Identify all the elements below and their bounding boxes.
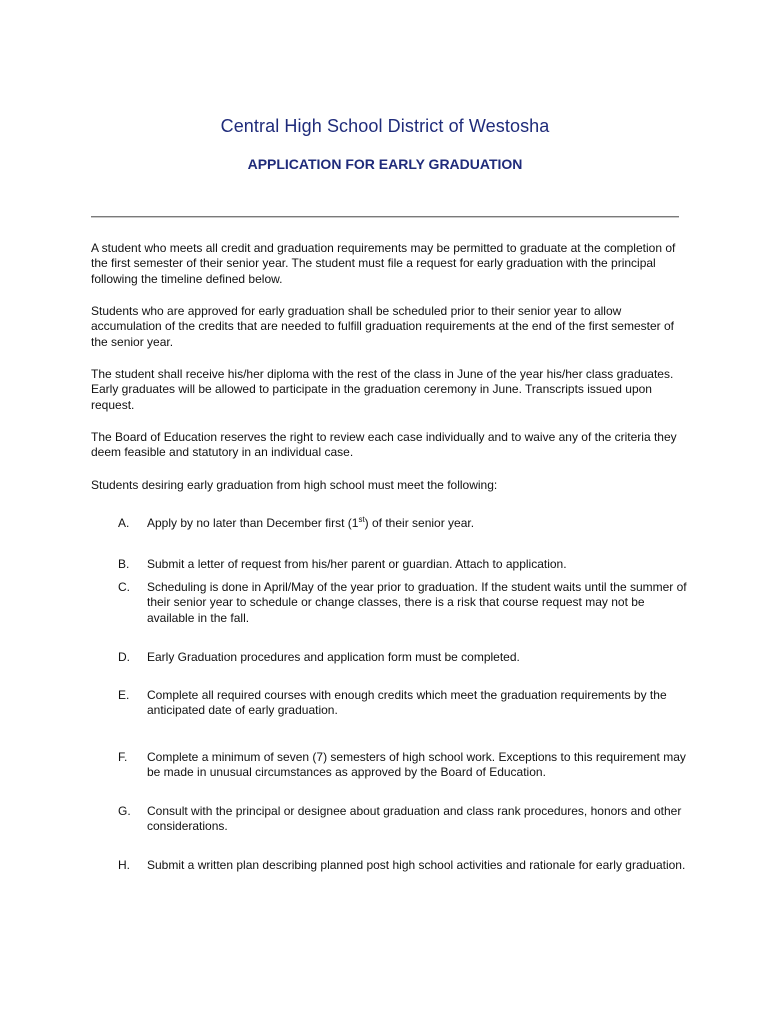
document-title: APPLICATION FOR EARLY GRADUATION [247, 156, 523, 172]
header-divider [91, 216, 679, 218]
requirement-item-a [118, 516, 688, 531]
diploma-paragraph: The student shall receive his/her diploma with the rest of the class in June of the year his/her class graduates. Early graduates will be allowed to participate in the graduation ceremony in June. Transcripts issued upon request. [91, 367, 674, 412]
requirement-text [147, 516, 688, 531]
requirement-text: Complete a minimum of seven (7) semesters of high school work. Exceptions to this requirement may be made in unusual circumstances as approved by the Board of Education. [147, 750, 686, 780]
requirement-letter: B. [118, 557, 130, 571]
requirement-text-part: Apply by no later than December first (1 [147, 516, 359, 530]
requirement-item-c [118, 580, 688, 626]
district-name: Central High School District of Westosha [220, 116, 550, 136]
requirement-item-d [118, 650, 688, 665]
requirement-text: Consult with the principal or designee about graduation and class rank procedures, honors and other considerations. [147, 804, 682, 834]
requirement-text: Submit a letter of request from his/her parent or guardian. Attach to application. [147, 557, 567, 571]
requirement-letter: D. [118, 650, 130, 664]
intro-paragraph: A student who meets all credit and graduation requirements may be permitted to graduate at the completion of the first semester of their senior year. The student must file a request for early graduation with the principal following the timeline defined below. [91, 241, 676, 286]
requirement-letter: H. [118, 858, 130, 872]
ordinal-superscript: st [358, 515, 365, 524]
requirement-item-h [118, 858, 688, 873]
requirement-item-g [118, 804, 688, 835]
requirement-letter: A. [118, 516, 130, 530]
requirement-text: Complete all required courses with enough credits which meet the graduation requirements by the anticipated date of early graduation. [147, 688, 667, 718]
board-paragraph: The Board of Education reserves the right to review each case individually and to waive any of the criteria they deem feasible and statutory in an individual case. [91, 430, 677, 460]
requirement-letter: E. [118, 688, 130, 702]
requirement-letter: G. [118, 804, 131, 818]
requirements-intro: Students desiring early graduation from high school must meet the following: [91, 478, 498, 492]
requirement-text: Scheduling is done in April/May of the year prior to graduation. If the student waits until the summer of their senior year to schedule or change classes, there is a risk that course request may not be available in the fall. [147, 580, 687, 625]
requirement-item-f [118, 750, 688, 781]
requirement-text-part: ) of their senior year. [364, 516, 475, 530]
requirement-text: Submit a written plan describing planned post high school activities and rationale for early graduation. [147, 858, 686, 872]
requirement-item-e [118, 688, 688, 719]
scheduling-paragraph: Students who are approved for early graduation shall be scheduled prior to their senior year to allow accumulation of the credits that are needed to fulfill graduation requirements at the end of the first semester of the senior year. [91, 304, 674, 349]
requirement-letter: C. [118, 580, 130, 594]
requirement-item-b [118, 557, 688, 572]
requirement-text: Early Graduation procedures and application form must be completed. [147, 650, 520, 664]
requirement-letter: F. [118, 750, 128, 764]
